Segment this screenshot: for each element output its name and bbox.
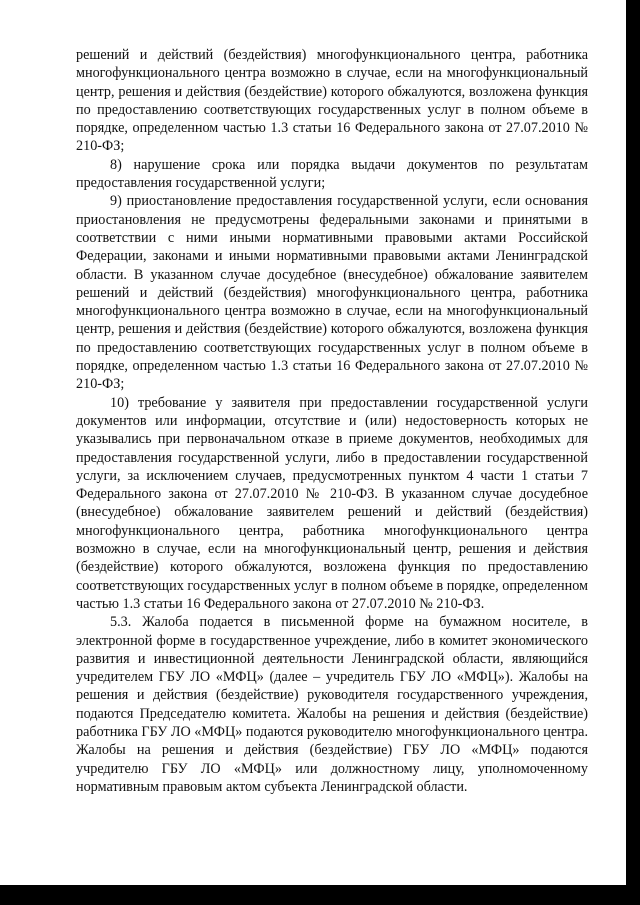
paragraph-item-8: 8) нарушение срока или порядка выдачи документов по результатам предоставления государственной услуги; (76, 156, 588, 192)
paragraph-item-10: 10) требование у заявителя при предоставлении государственной услуги документов или информации, отсутствие и (или) недостоверность которых не указывались при первоначальном отказе в приеме документов, необходимых для предоставления государственной услуги, либо в предоставлении государственной услуги, за исключением случаев, предусмотренных пунктом 4 части 1 статьи 7 Федерального закона от 27.07.2010 № 210-ФЗ. В указанном случае досудебное (внесудебное) обжалование заявителем решений и действий (бездействия) многофункционального центра, работника многофункционального центра возможно в случае, если на многофункциональный центр, решения и действия (бездействие) которого обжалуются, возложена функция по предоставлению соответствующих государственных услуг в полном объеме в порядке, определенном частью 1.3 статьи 16 Федерального закона от 27.07.2010 № 210-ФЗ. (76, 394, 588, 612)
paragraph-continuation: решений и действий (бездействия) многофункционального центра, работника многофункционального центра возможно в случае, если на многофункциональный центр, решения и действия (бездействие) которого обжалуются, возложена функция по предоставлению соответствующих государственных услуг в полном объеме в порядке, определенном частью 1.3 статьи 16 Федерального закона от 27.07.2010 № 210-ФЗ; (76, 47, 588, 155)
paragraph-section-5-3: 5.3. Жалоба подается в письменной форме на бумажном носителе, в электронной форме в государственное учреждение, либо в комитет экономического развития и инвестиционной деятельности Ленинградской области, являющийся учредителем ГБУ ЛО «МФЦ» (далее – учредитель ГБУ ЛО «МФЦ»). Жалобы на решения и действия (бездействие) руководителя государственного учреждения, подаются Председателю комитета. Жалобы на решения и действия (бездействие) работника ГБУ ЛО «МФЦ» подаются руководителю многофункционального центра. Жалобы на решения и действия (бездействие) ГБУ ЛО «МФЦ» подаются учредителю ГБУ ЛО «МФЦ» или должностному лицу, уполномоченному нормативным правовым актом субъекта Ленинградской области. (76, 614, 589, 795)
paragraph-item-9: 9) приостановление предоставления государственной услуги, если основания приостановления не предусмотрены федеральными законами и принятыми в соответствии с ними иными нормативными правовыми актами Российской Федерации, законами и иными нормативными правовыми актами Ленинградской области. В указанном случае досудебное (внесудебное) обжалование заявителем решений и действий (бездействия) многофункционального центра, работника многофункционального центра возможно в случае, если на многофункциональный центр, решения и действия (бездействие) которого обжалуются, возложена функция по предоставлению соответствующих государственных услуг в полном объеме в порядке, определенном частью 1.3 статьи 16 Федерального закона от 27.07.2010 № 210-ФЗ; (76, 193, 588, 393)
document-body (76, 46, 588, 796)
